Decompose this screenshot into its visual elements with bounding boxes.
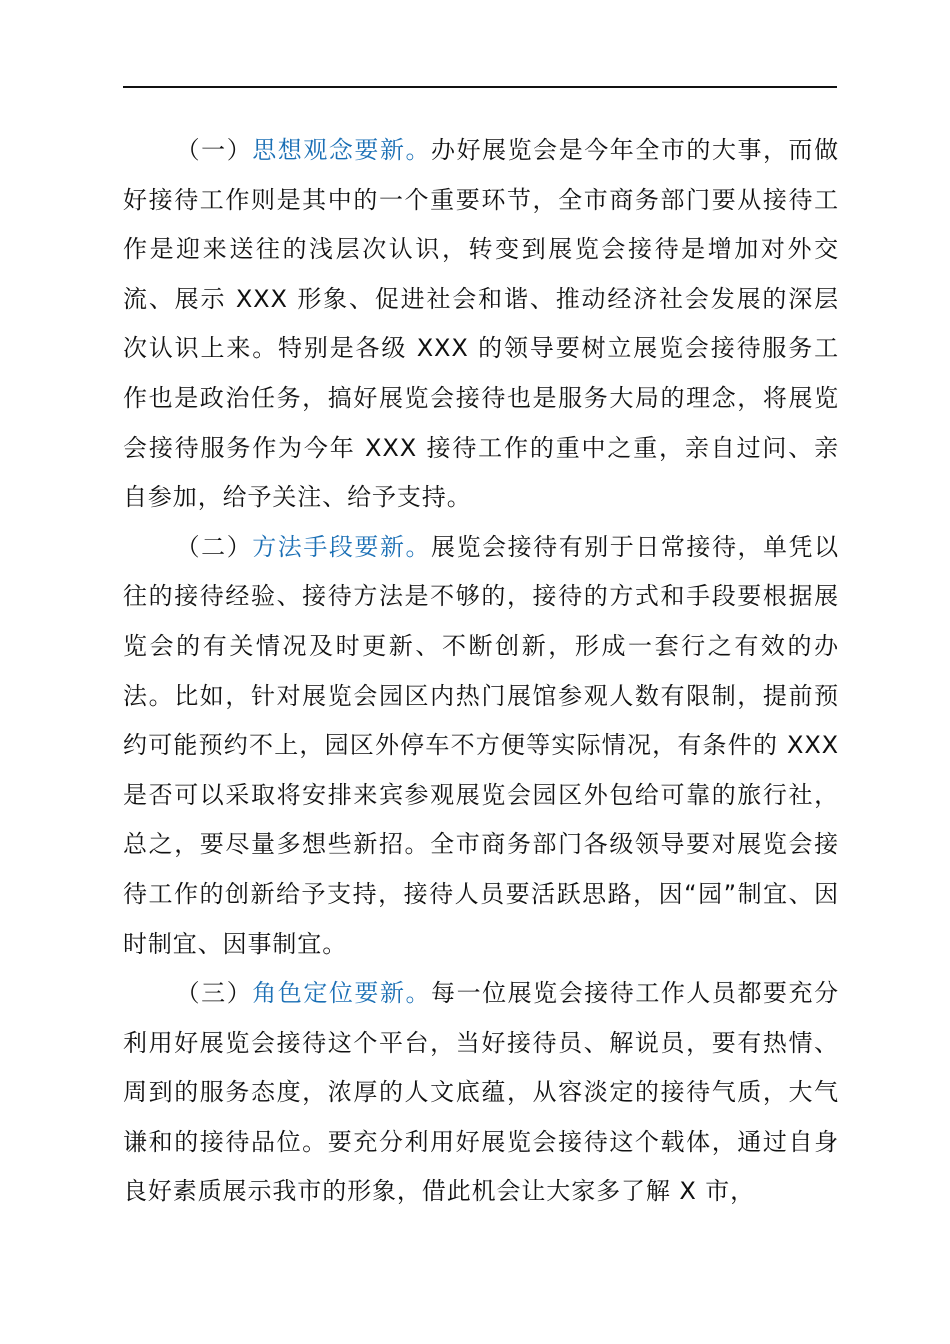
paragraph-3-number: （三） [175,979,253,1008]
paragraph-3 [123,969,839,1217]
paragraph-2-body: 展览会接待有别于日常接待，单凭以往的接待经验、接待方法是不够的，接待的方式和手段要根据展览会的有关情况及时更新、不断创新，形成一套行之有效的办法。比如，针对展览会园区内热门展馆参观人数有限制，提前预约可能预约不上，园区外停车不方便等实际情况，有条件的 XXX 是否可以采取将安排来宾参观展览会园区外包给可靠的旅行社，总之，要尽量多想些新招。全市商务部门各级领导要对展览会接待工作的创新给予支持，接待人员要活跃思路，因“园”制宜、因时制宜、因事制宜。 [123,532,839,958]
header-rule [123,86,837,88]
paragraph-2 [123,523,839,969]
paragraph-1-heading: 思想观念要新。 [252,136,432,164]
paragraph-1-body: 办好展览会是今年全市的大事，而做好接待工作则是其中的一个重要环节，全市商务部门要从接待工作是迎来送往的浅层次认识，转变到展览会接待是增加对外交流、展示 XXX 形象、促进社会和谐、推动经济社会发展的深层次认识上来。特别是各级 XXX 的领导要树立展览会接待服务工作也是政治任务，搞好展览会接待也是服务大局的理念，将展览会接待服务作为今年 XXX 接待工作的重中之重，亲自过问、亲自参加，给予关注、给予支持。 [123,136,839,512]
paragraph-2-heading: 方法手段要新。 [252,532,432,561]
paragraph-2-number: （二） [175,532,253,561]
paragraph-1 [123,126,839,523]
paragraph-1-number: （一） [175,136,253,164]
paragraph-3-body: 每一位展览会接待工作人员都要充分利用好展览会接待这个平台，当好接待员、解说员，要有热情、周到的服务态度，浓厚的人文底蕴，从容淡定的接待气质，大气谦和的接待品位。要充分利用好展览会接待这个载体，通过自身良好素质展示我市的形象，借此机会让大家多了解 X 市， [123,979,839,1206]
paragraph-3-heading: 角色定位要新。 [252,979,432,1008]
document-body [123,126,839,1217]
